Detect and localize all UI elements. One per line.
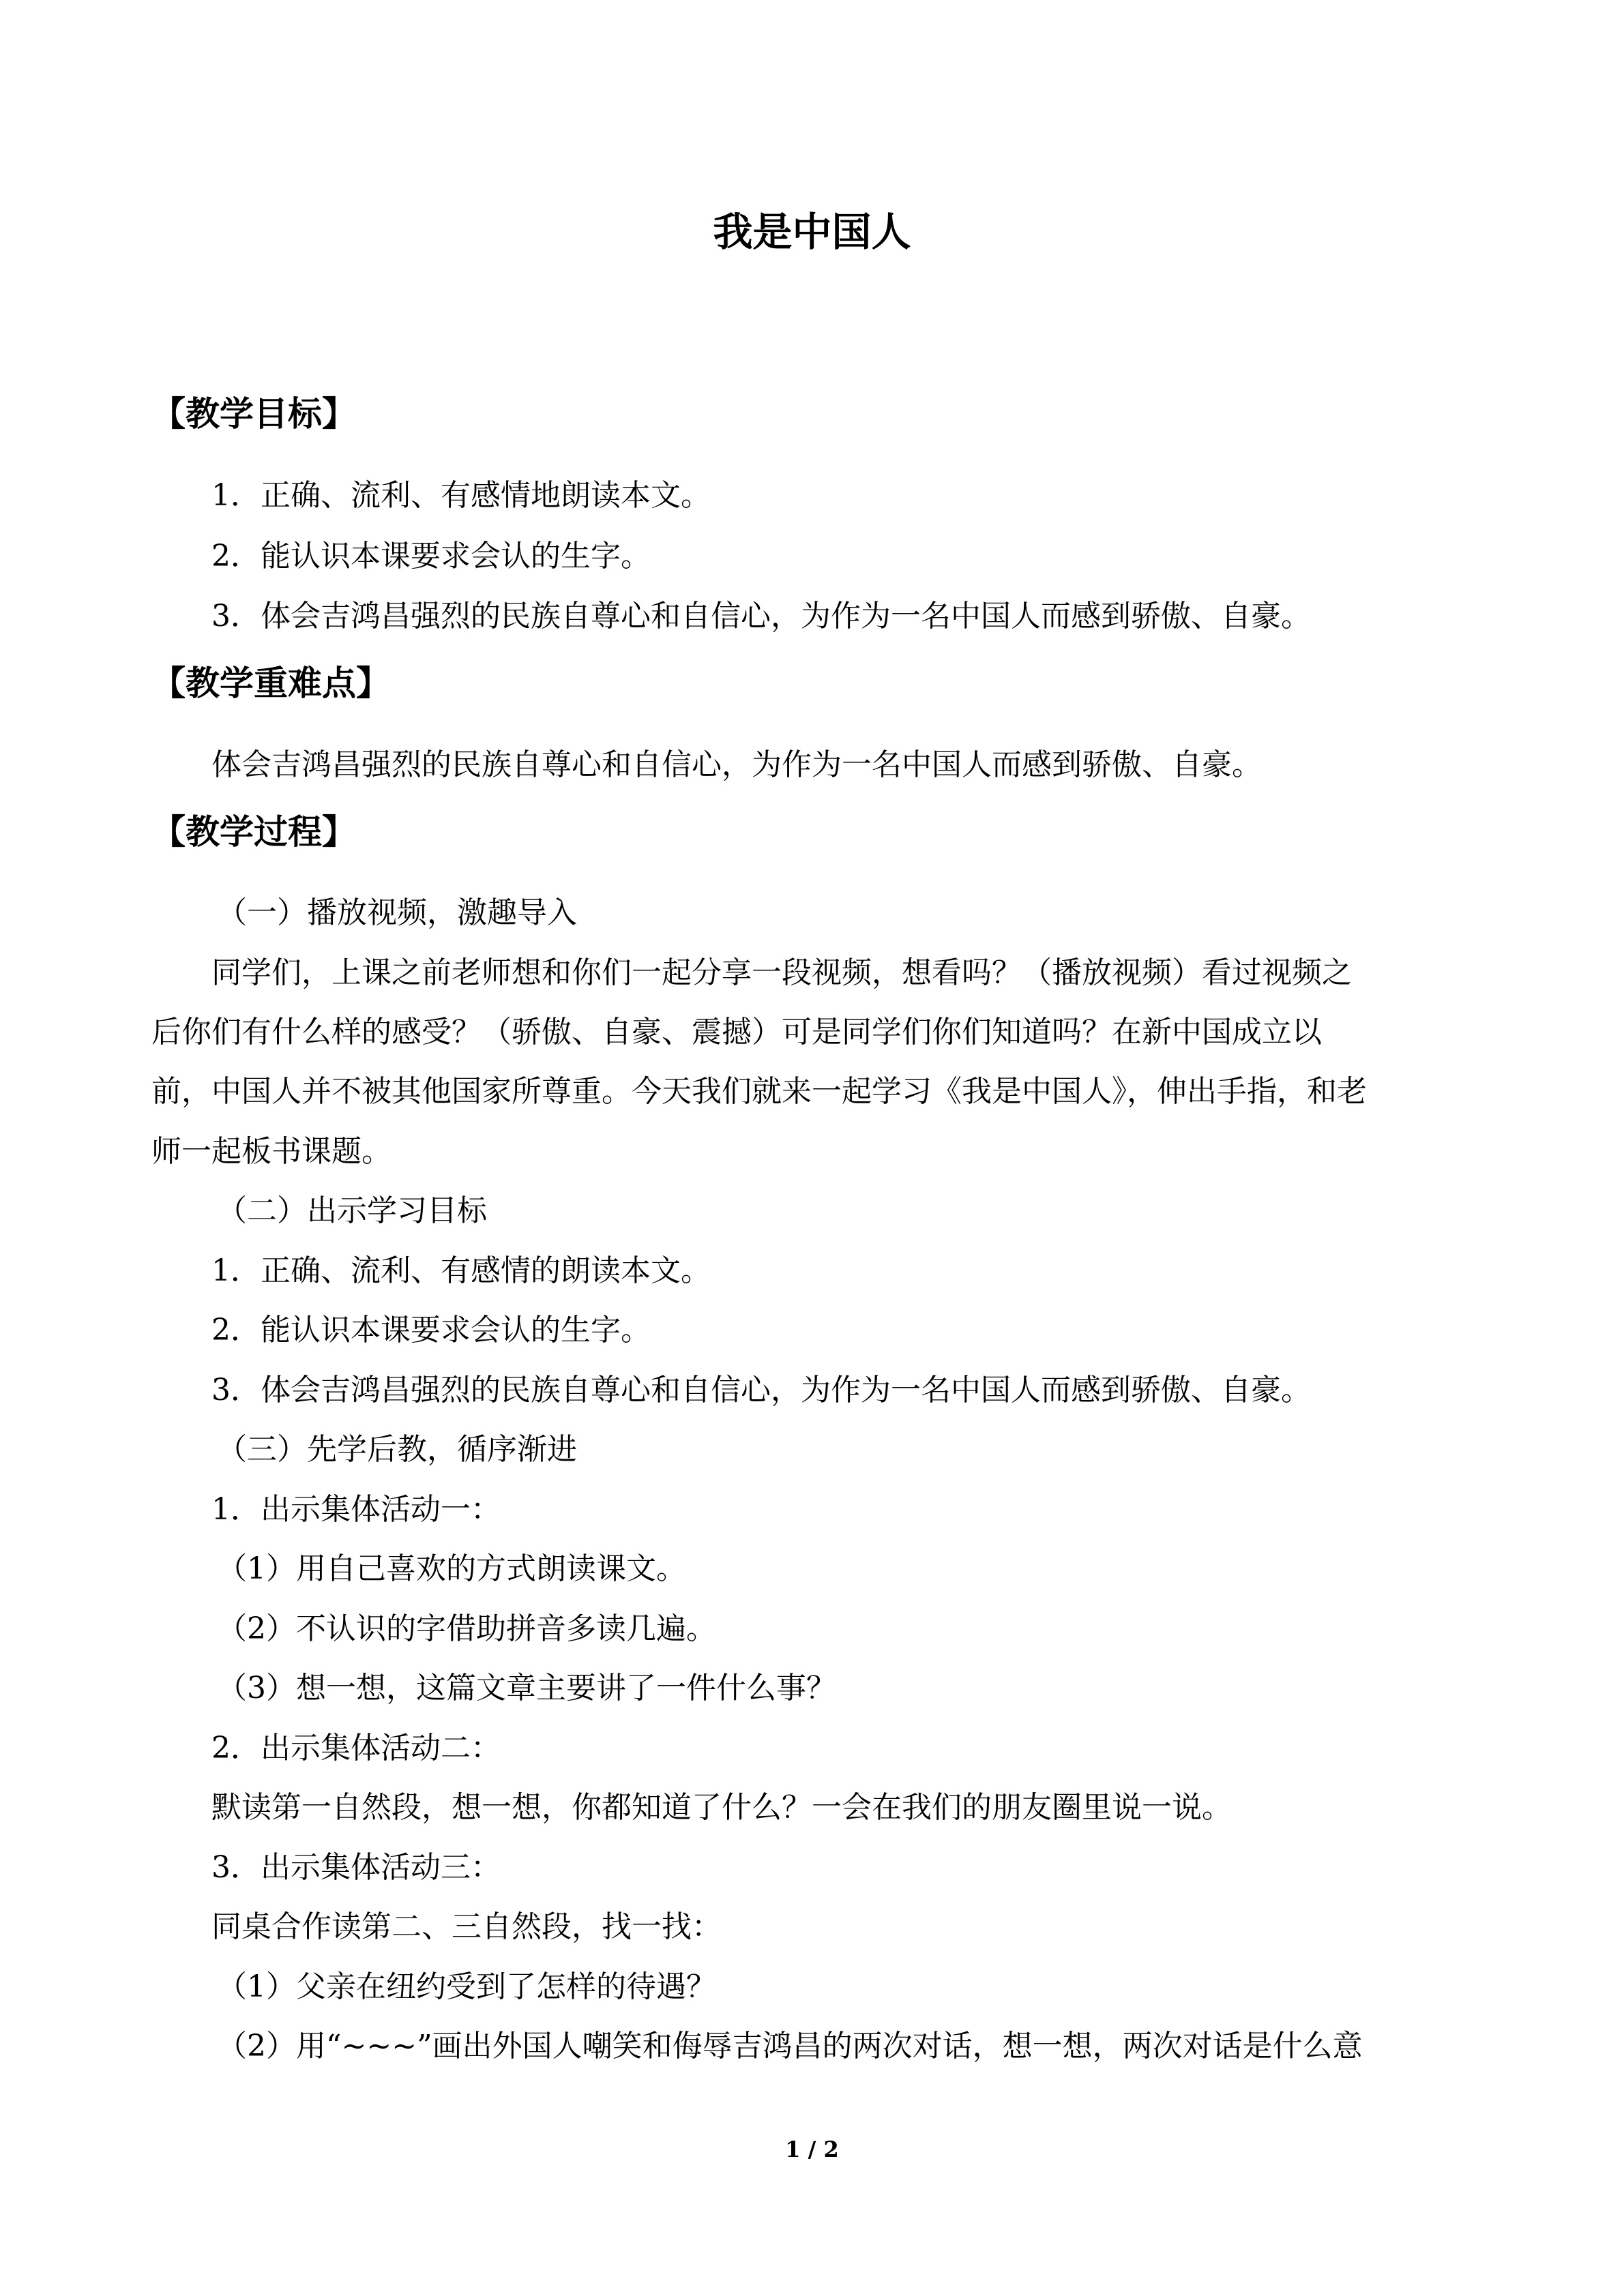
- step2-item-1: 1．正确、流利、有感情的朗读本文。: [211, 1253, 711, 1288]
- activity3-item-2: （2）用“~~~”画出外国人嘲笑和侮辱吉鸿昌的两次对话，想一想，两次对话是什么意: [217, 2029, 1363, 2063]
- key-points-text: 体会吉鸿昌强烈的民族自尊心和自信心，为作为一名中国人而感到骄傲、自豪。: [211, 747, 1262, 782]
- goal-item-2: 2．能认识本课要求会认的生字。: [211, 539, 651, 573]
- activity2-title: 2．出示集体活动二：: [211, 1731, 501, 1765]
- section-heading-key-points: 【教学重难点】: [151, 664, 390, 703]
- step1-line-4: 师一起板书课题。: [151, 1134, 392, 1169]
- goal-item-3: 3．体会吉鸿昌强烈的民族自尊心和自信心，为作为一名中国人而感到骄傲、自豪。: [211, 599, 1311, 633]
- step1-line-2: 后你们有什么样的感受？（骄傲、自豪、震撼）可是同学们你们知道吗？在新中国成立以: [151, 1015, 1322, 1049]
- step1-title: （一）播放视频，激趣导入: [217, 895, 577, 930]
- page-number: 1 / 2: [785, 2136, 839, 2162]
- goal-item-1: 1．正确、流利、有感情地朗读本文。: [211, 478, 711, 513]
- section-heading-process: 【教学过程】: [151, 812, 356, 852]
- step2-item-2: 2．能认识本课要求会认的生字。: [211, 1313, 651, 1347]
- activity1-item-2: （2）不认识的字借助拼音多读几遍。: [217, 1611, 716, 1646]
- activity3-title: 3．出示集体活动三：: [211, 1850, 501, 1885]
- activity2-text: 默读第一自然段，想一想，你都知道了什么？一会在我们的朋友圈里说一说。: [211, 1790, 1232, 1825]
- section-heading-goals: 【教学目标】: [151, 394, 356, 434]
- step1-line-1: 同学们，上课之前老师想和你们一起分享一段视频，想看吗？（播放视频）看过视频之: [211, 955, 1352, 990]
- activity1-item-1: （1）用自己喜欢的方式朗读课文。: [217, 1551, 686, 1586]
- activity1-item-3: （3）想一想，这篇文章主要讲了一件什么事？: [217, 1671, 836, 1705]
- step2-title: （二）出示学习目标: [217, 1193, 487, 1228]
- document-title: 我是中国人: [713, 209, 911, 255]
- activity3-text: 同桌合作读第二、三自然段，找一找：: [211, 1909, 722, 1944]
- step1-line-3: 前，中国人并不被其他国家所尊重。今天我们就来一起学习《我是中国人》，伸出手指，和老: [151, 1074, 1367, 1109]
- activity3-item-1: （1）父亲在纽约受到了怎样的待遇？: [217, 1969, 716, 2004]
- step2-item-3: 3．体会吉鸿昌强烈的民族自尊心和自信心，为作为一名中国人而感到骄傲、自豪。: [211, 1373, 1311, 1407]
- step3-title: （三）先学后教，循序渐进: [217, 1432, 577, 1467]
- activity1-title: 1．出示集体活动一：: [211, 1492, 501, 1527]
